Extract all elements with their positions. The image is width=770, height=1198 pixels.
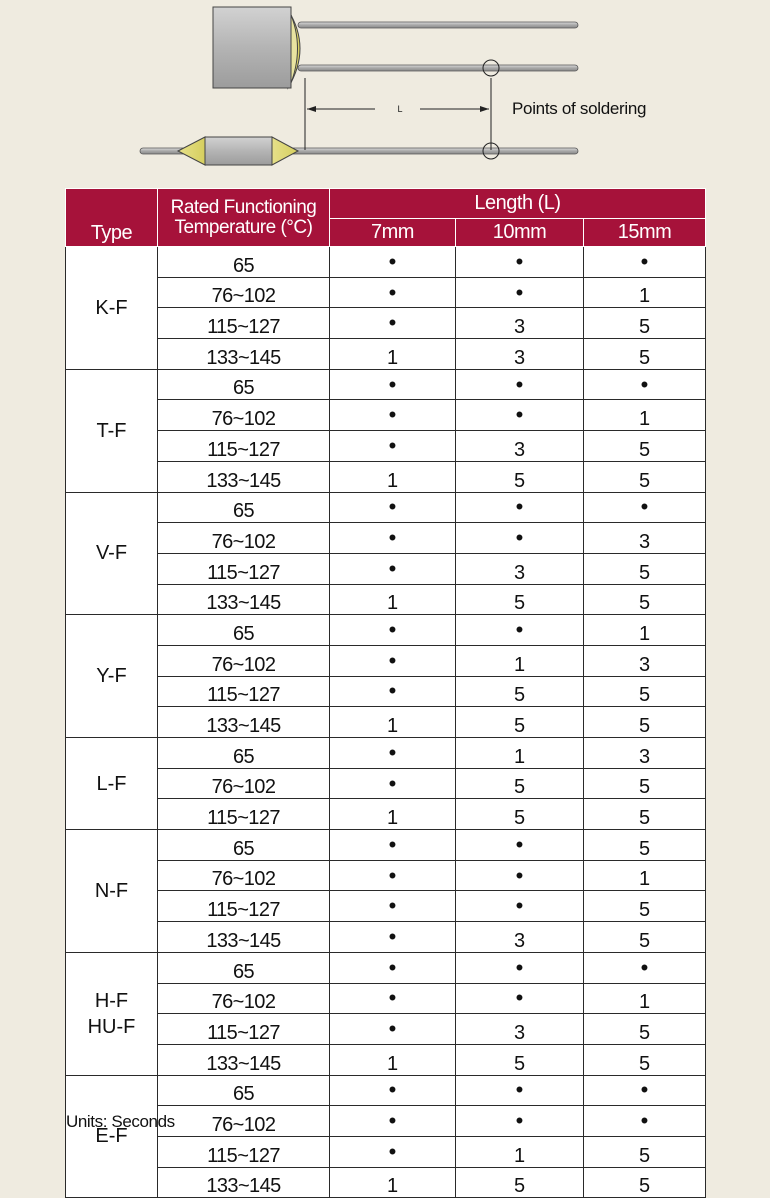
table-row	[66, 400, 706, 431]
time-value-cell: •	[330, 952, 456, 983]
temperature-cell: 133~145	[158, 1167, 330, 1198]
table-row	[66, 431, 706, 462]
header-type: Type	[66, 189, 158, 247]
table-row	[66, 738, 706, 769]
table-row	[66, 860, 706, 891]
time-value-cell: •	[330, 922, 456, 953]
time-value-cell: •	[330, 1136, 456, 1167]
time-value-cell: •	[330, 553, 456, 584]
table-row	[66, 1075, 706, 1106]
time-value-cell: •	[330, 431, 456, 462]
time-value-cell: •	[330, 400, 456, 431]
time-value-cell: 3	[584, 645, 706, 676]
table-row	[66, 492, 706, 523]
time-value-cell: 5	[456, 1044, 584, 1075]
time-value-cell: 1	[584, 860, 706, 891]
time-value-cell: •	[584, 1075, 706, 1106]
temperature-cell: 133~145	[158, 1044, 330, 1075]
temperature-cell: 76~102	[158, 860, 330, 891]
temperature-cell: 76~102	[158, 400, 330, 431]
table-row	[66, 891, 706, 922]
time-value-cell: 1	[584, 615, 706, 646]
type-label: N-F	[94, 879, 129, 902]
soldering-label: Points of soldering	[512, 99, 647, 118]
table-row	[66, 1014, 706, 1045]
response-time-table	[65, 188, 706, 1198]
table-row	[66, 553, 706, 584]
time-value-cell: •	[584, 952, 706, 983]
time-value-cell: 3	[584, 738, 706, 769]
dimension-label: L	[397, 104, 403, 114]
table-row	[66, 523, 706, 554]
time-value-cell: 1	[330, 799, 456, 830]
type-label: H-F	[94, 989, 129, 1012]
temperature-cell: 76~102	[158, 768, 330, 799]
time-value-cell: 1	[330, 707, 456, 738]
header-length: Length (L)	[330, 189, 706, 219]
type-cell	[66, 952, 158, 1075]
time-value-cell: 3	[456, 1014, 584, 1045]
temperature-cell: 133~145	[158, 707, 330, 738]
type-cell	[66, 830, 158, 953]
time-value-cell: •	[584, 492, 706, 523]
time-value-cell: •	[456, 400, 584, 431]
time-value-cell: •	[330, 1075, 456, 1106]
time-value-cell: •	[456, 1075, 584, 1106]
temperature-cell: 115~127	[158, 676, 330, 707]
time-value-cell: 3	[456, 308, 584, 339]
time-value-cell: •	[456, 983, 584, 1014]
header-rated-line2: Temperature (°C)	[174, 217, 313, 238]
temperature-cell: 115~127	[158, 431, 330, 462]
time-value-cell: 1	[456, 645, 584, 676]
temperature-cell: 76~102	[158, 645, 330, 676]
temperature-cell: 65	[158, 615, 330, 646]
temperature-cell: 65	[158, 738, 330, 769]
time-value-cell: 5	[584, 553, 706, 584]
temperature-cell: 76~102	[158, 983, 330, 1014]
time-value-cell: 5	[584, 676, 706, 707]
table-row	[66, 1167, 706, 1198]
time-value-cell: 5	[584, 584, 706, 615]
time-value-cell: •	[456, 369, 584, 400]
time-value-cell: 5	[584, 707, 706, 738]
table-row	[66, 952, 706, 983]
time-value-cell: •	[330, 615, 456, 646]
radial-fuse-body	[213, 7, 300, 88]
time-value-cell: 1	[584, 983, 706, 1014]
header-col-15mm: 15mm	[584, 219, 706, 247]
time-value-cell: •	[330, 492, 456, 523]
time-value-cell: •	[330, 1106, 456, 1137]
table-row	[66, 584, 706, 615]
time-value-cell: •	[456, 860, 584, 891]
time-value-cell: 5	[584, 1167, 706, 1198]
header-col-10mm: 10mm	[456, 219, 584, 247]
type-label: HU-F	[87, 1015, 136, 1038]
table-row	[66, 768, 706, 799]
time-value-cell: •	[456, 277, 584, 308]
time-value-cell: 5	[456, 461, 584, 492]
temperature-cell: 76~102	[158, 277, 330, 308]
time-value-cell: •	[330, 860, 456, 891]
table-row	[66, 1136, 706, 1167]
time-value-cell: 5	[456, 584, 584, 615]
time-value-cell: •	[330, 645, 456, 676]
header-rated-line1: Rated Functioning	[170, 197, 317, 218]
time-value-cell: 1	[330, 1044, 456, 1075]
units-note: Units: Seconds	[66, 1112, 175, 1131]
table-row	[66, 922, 706, 953]
time-value-cell: 1	[330, 1167, 456, 1198]
table-row	[66, 615, 706, 646]
time-value-cell: •	[456, 891, 584, 922]
type-cell	[66, 615, 158, 738]
table-row	[66, 247, 706, 278]
time-value-cell: •	[330, 676, 456, 707]
temperature-cell: 65	[158, 830, 330, 861]
time-value-cell: 5	[584, 1014, 706, 1045]
temperature-cell: 65	[158, 952, 330, 983]
table-row	[66, 339, 706, 370]
time-value-cell: 3	[456, 922, 584, 953]
time-value-cell: •	[330, 983, 456, 1014]
time-value-cell: •	[456, 830, 584, 861]
time-value-cell: •	[330, 738, 456, 769]
time-value-cell: 1	[584, 277, 706, 308]
temperature-cell: 133~145	[158, 922, 330, 953]
table-row	[66, 369, 706, 400]
temperature-cell: 65	[158, 247, 330, 278]
time-value-cell: •	[330, 768, 456, 799]
time-value-cell: •	[584, 369, 706, 400]
table-row	[66, 1044, 706, 1075]
time-value-cell: •	[584, 247, 706, 278]
type-label: Y-F	[96, 665, 127, 688]
time-value-cell: 1	[584, 400, 706, 431]
time-value-cell: 5	[584, 461, 706, 492]
time-value-cell: 5	[584, 891, 706, 922]
temperature-cell: 115~127	[158, 799, 330, 830]
type-cell	[66, 247, 158, 370]
type-cell	[66, 738, 158, 830]
temperature-cell: 133~145	[158, 461, 330, 492]
table-row	[66, 277, 706, 308]
type-label: E-F	[95, 1125, 128, 1148]
time-value-cell: 5	[456, 1167, 584, 1198]
time-value-cell: •	[330, 247, 456, 278]
time-value-cell: •	[330, 277, 456, 308]
table-row	[66, 461, 706, 492]
time-value-cell: 5	[456, 676, 584, 707]
time-value-cell: 3	[456, 431, 584, 462]
time-value-cell: 3	[456, 553, 584, 584]
table-row	[66, 676, 706, 707]
time-value-cell: •	[456, 492, 584, 523]
type-cell	[66, 492, 158, 615]
time-value-cell: •	[584, 1106, 706, 1137]
time-value-cell: 3	[584, 523, 706, 554]
temperature-cell: 76~102	[158, 523, 330, 554]
time-value-cell: 1	[330, 339, 456, 370]
time-value-cell: 5	[584, 799, 706, 830]
time-value-cell: 5	[456, 707, 584, 738]
time-value-cell: •	[330, 369, 456, 400]
temperature-cell: 76~102	[158, 1106, 330, 1137]
thermal-fuse-diagram	[0, 0, 770, 180]
time-value-cell: 5	[584, 1044, 706, 1075]
temperature-cell: 115~127	[158, 1136, 330, 1167]
type-cell	[66, 369, 158, 492]
type-label: T-F	[96, 419, 127, 442]
length-dimension	[305, 78, 491, 150]
table-row	[66, 799, 706, 830]
time-value-cell: 5	[584, 339, 706, 370]
type-cell	[66, 1075, 158, 1198]
table-row	[66, 707, 706, 738]
temperature-cell: 133~145	[158, 584, 330, 615]
time-value-cell: •	[456, 1106, 584, 1137]
table-body	[66, 247, 706, 1198]
time-value-cell: 5	[456, 799, 584, 830]
table-row	[66, 830, 706, 861]
type-label: V-F	[95, 542, 128, 565]
table-row	[66, 308, 706, 339]
table-row	[66, 645, 706, 676]
header-rated-temperature	[158, 189, 330, 247]
time-value-cell: •	[330, 308, 456, 339]
temperature-cell: 65	[158, 369, 330, 400]
time-value-cell: •	[330, 830, 456, 861]
temperature-cell: 115~127	[158, 891, 330, 922]
time-value-cell: 1	[456, 738, 584, 769]
time-value-cell: •	[456, 952, 584, 983]
radial-fuse-leads	[298, 22, 578, 71]
time-value-cell: 5	[584, 1136, 706, 1167]
time-value-cell: 5	[456, 768, 584, 799]
temperature-cell: 115~127	[158, 308, 330, 339]
time-value-cell: 5	[584, 830, 706, 861]
time-value-cell: 3	[456, 339, 584, 370]
time-value-cell: 1	[456, 1136, 584, 1167]
time-value-cell: 1	[330, 461, 456, 492]
time-value-cell: 5	[584, 922, 706, 953]
header-col-7mm: 7mm	[330, 219, 456, 247]
temperature-cell: 115~127	[158, 553, 330, 584]
time-value-cell: •	[456, 615, 584, 646]
table-row	[66, 983, 706, 1014]
time-value-cell: 5	[584, 308, 706, 339]
temperature-cell: 115~127	[158, 1014, 330, 1045]
time-value-cell: •	[330, 1014, 456, 1045]
time-value-cell: •	[456, 247, 584, 278]
time-value-cell: •	[330, 891, 456, 922]
type-label: K-F	[95, 296, 128, 319]
temperature-cell: 133~145	[158, 339, 330, 370]
temperature-cell: 65	[158, 1075, 330, 1106]
time-value-cell: 1	[330, 584, 456, 615]
time-value-cell: 5	[584, 768, 706, 799]
time-value-cell: •	[330, 523, 456, 554]
time-value-cell: 5	[584, 431, 706, 462]
temperature-cell: 65	[158, 492, 330, 523]
type-label: L-F	[96, 772, 127, 795]
axial-fuse	[140, 137, 578, 165]
time-value-cell: •	[456, 523, 584, 554]
